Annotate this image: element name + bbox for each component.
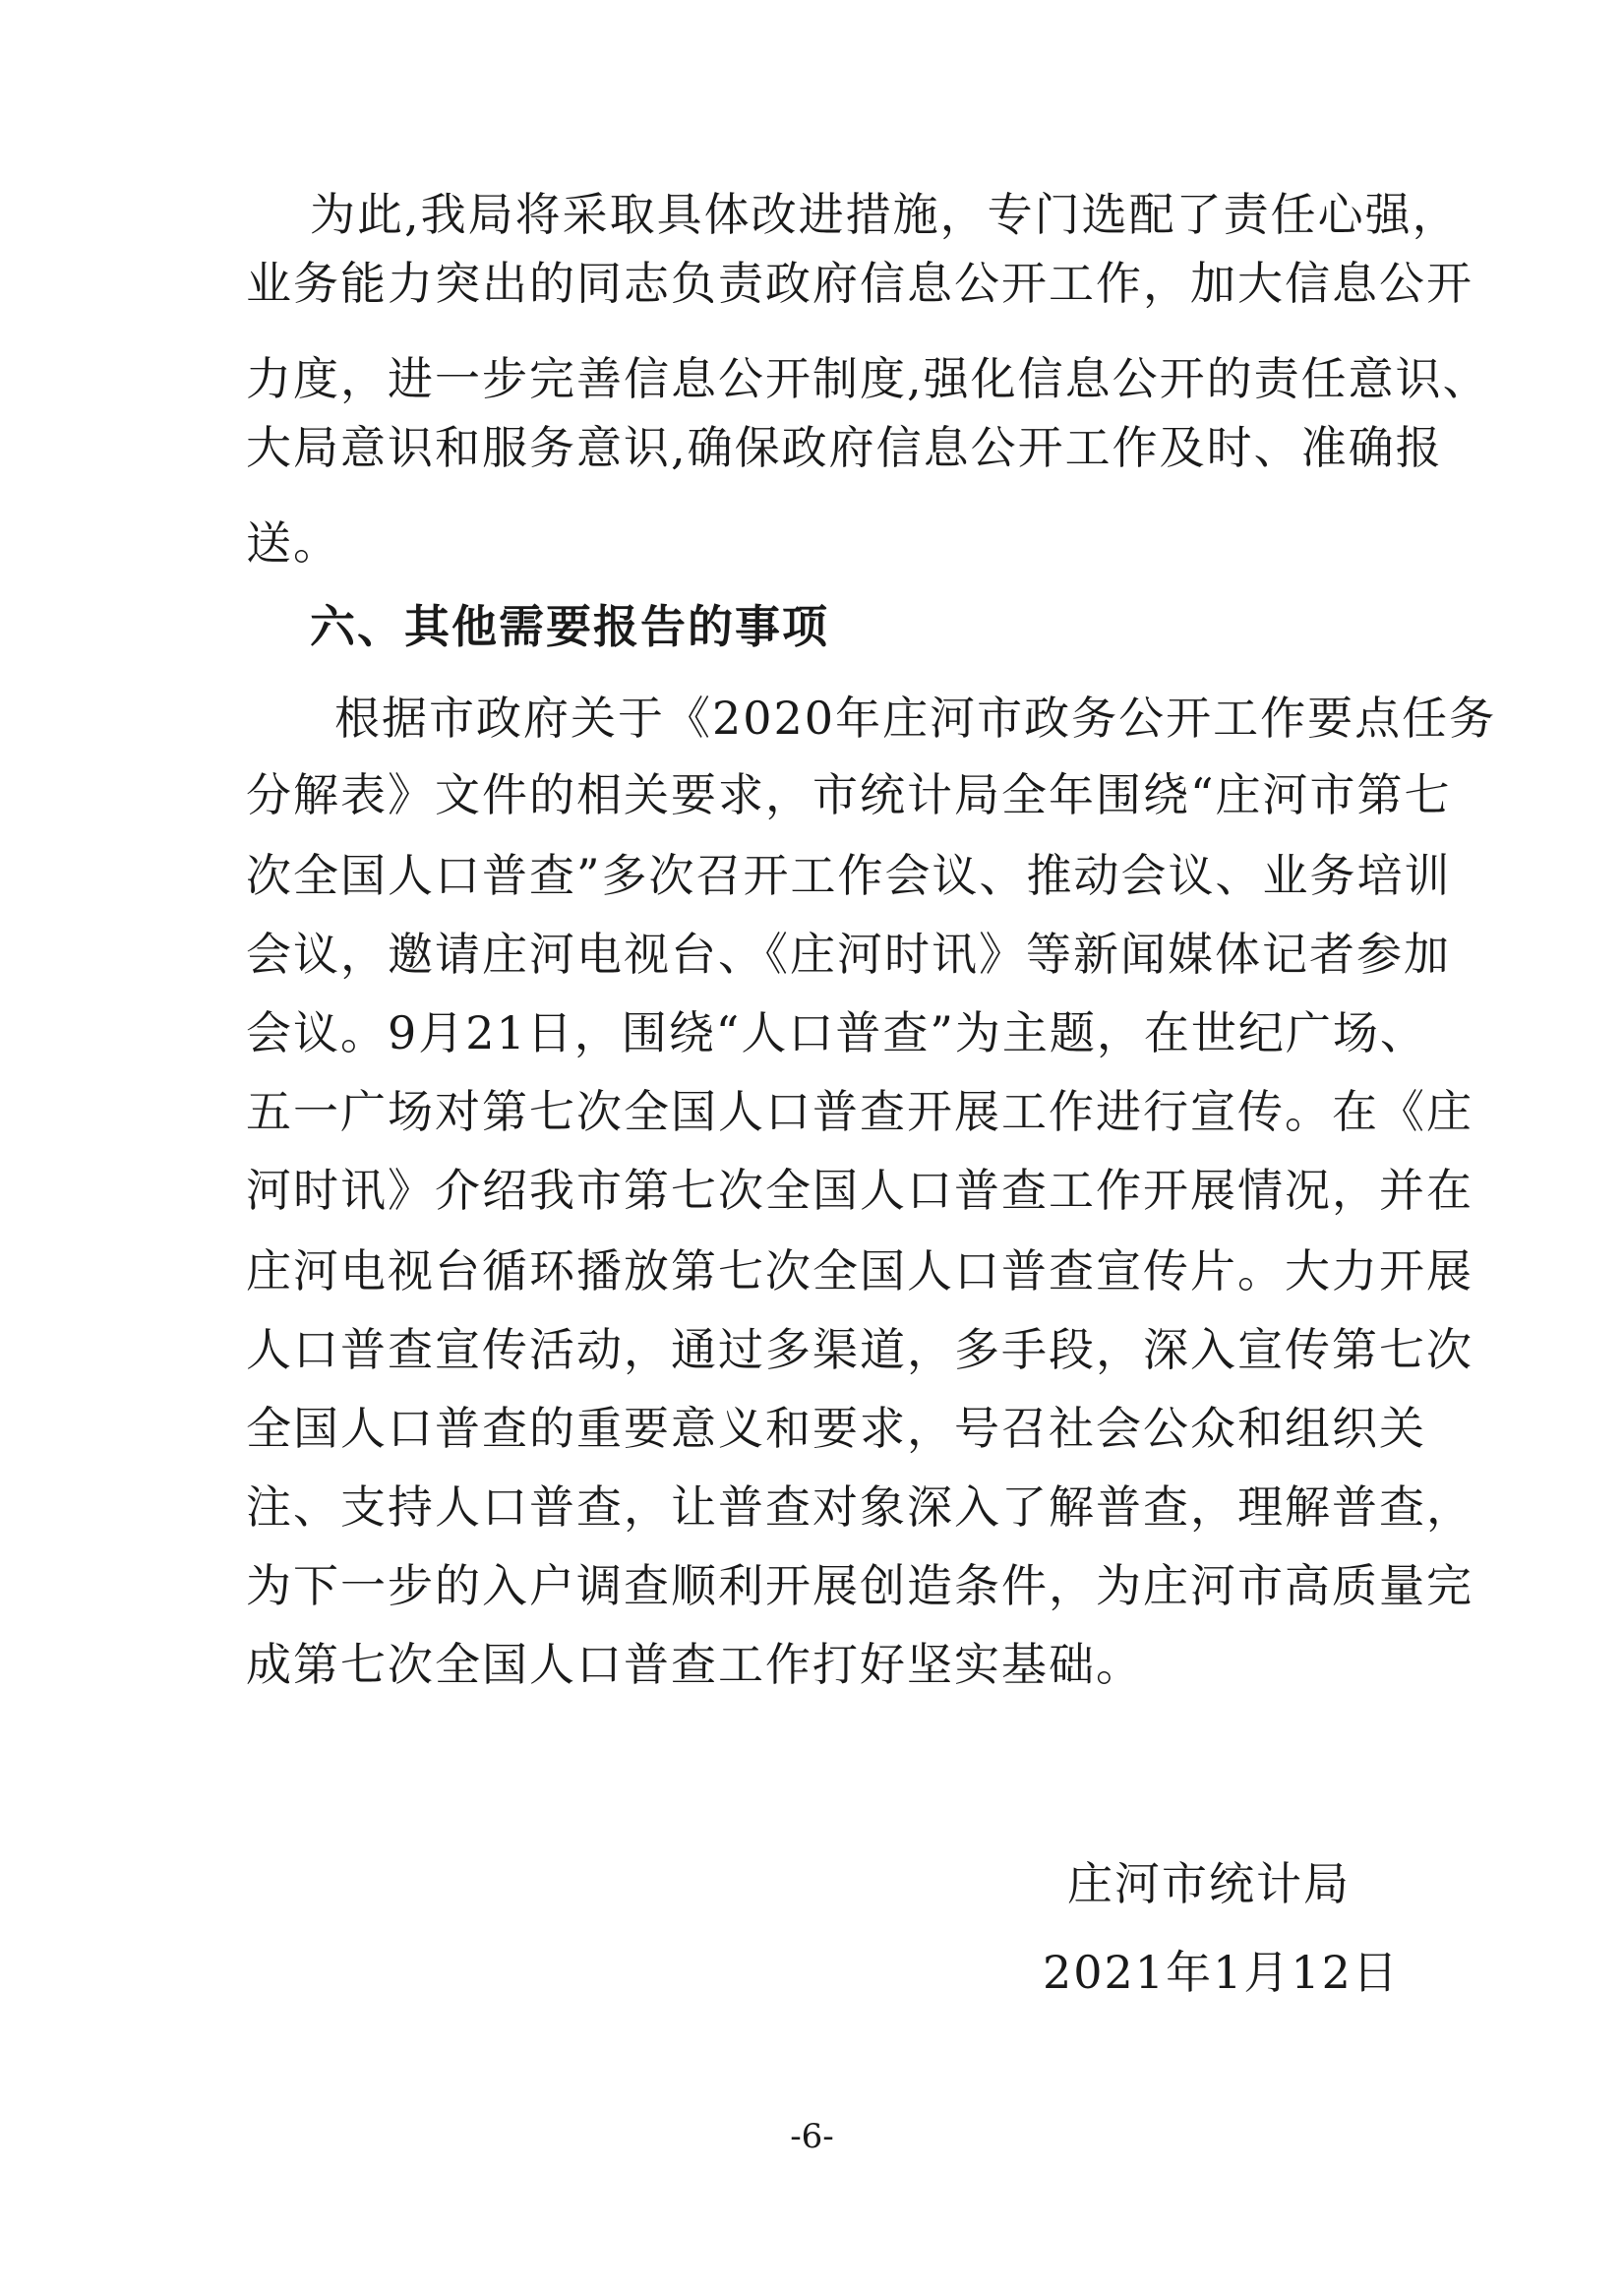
paragraph2-line-3: 次全国人口普查”多次召开工作会议、推动会议、业务培训 [246, 849, 1452, 902]
signature-date: 2021年1月12日 [1043, 1946, 1400, 1999]
paragraph2-line-8: 庄河电视台循环播放第七次全国人口普查宣传片。大力开展 [246, 1244, 1474, 1297]
paragraph2-line-13: 成第七次全国人口普查工作打好坚实基础。 [246, 1638, 1143, 1691]
paragraph2-line-1: 根据市政府关于《2020年庄河市政务公开工作要点任务 [334, 692, 1497, 745]
paragraph1-line-5: 送。 [246, 516, 340, 570]
section-heading: 六、其他需要报告的事项 [310, 600, 829, 653]
paragraph2-line-5: 会议。9月21日，围绕“人口普查”为主题，在世纪广场、 [246, 1006, 1427, 1059]
paragraph2-line-12: 为下一步的入户调查顺利开展创造条件，为庄河市高质量完 [246, 1559, 1474, 1612]
signature-organization: 庄河市统计局 [1067, 1857, 1351, 1910]
paragraph2-line-10: 全国人口普查的重要意义和要求，号召社会公众和组织关 [246, 1402, 1426, 1455]
paragraph2-line-6: 五一广场对第七次全国人口普查开展工作进行宣传。在《庄 [246, 1085, 1474, 1138]
paragraph2-line-7: 河时讯》介绍我市第七次全国人口普查工作开展情况，并在 [246, 1164, 1474, 1217]
paragraph2-line-4: 会议，邀请庄河电视台、《庄河时讯》等新闻媒体记者参加 [246, 928, 1451, 981]
paragraph2-line-9: 人口普查宣传活动，通过多渠道，多手段，深入宣传第七次 [246, 1323, 1474, 1376]
paragraph1-line-2: 业务能力突出的同志负责政府信息公开工作，加大信息公开 [246, 257, 1474, 310]
paragraph1-line-4: 大局意识和服务意识,确保政府信息公开工作及时、准确报 [246, 421, 1443, 474]
page-number: -6- [790, 2117, 834, 2156]
paragraph1-line-1: 为此,我局将采取具体改进措施，专门选配了责任心强， [310, 188, 1460, 241]
paragraph1-line-3: 力度，进一步完善信息公开制度,强化信息公开的责任意识、 [246, 352, 1490, 405]
paragraph2-line-2: 分解表》文件的相关要求，市统计局全年围绕“庄河市第七 [246, 768, 1452, 821]
paragraph2-line-11: 注、支持人口普查，让普查对象深入了解普查，理解普查， [246, 1480, 1474, 1534]
